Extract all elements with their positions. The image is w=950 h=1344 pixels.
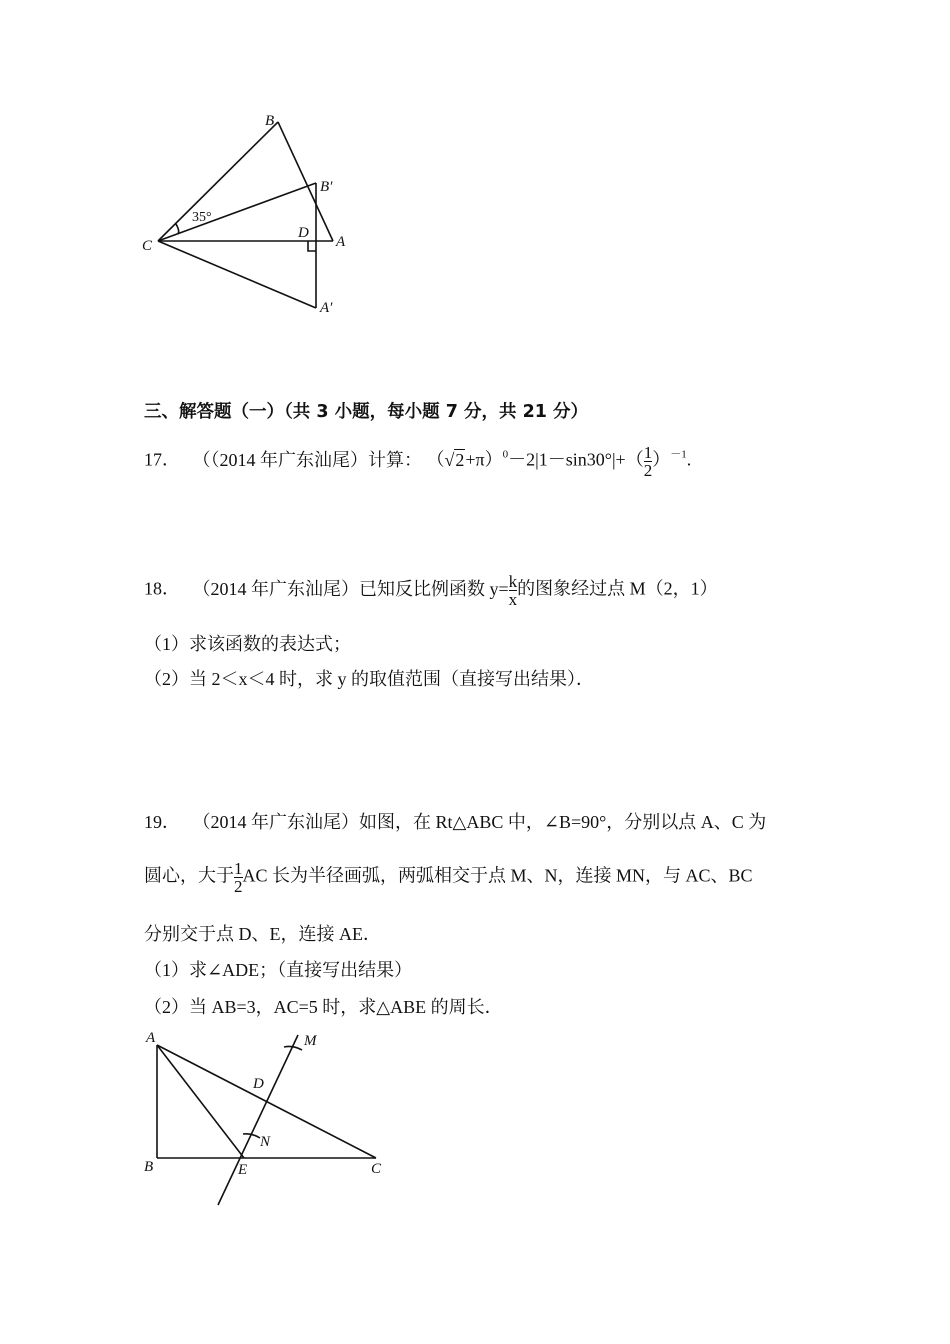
q19-line3: 分别交于点 D、E，连接 AE． bbox=[144, 924, 381, 944]
q19-line2-before: 圆心，大于 bbox=[144, 865, 234, 886]
q19-number: 19． bbox=[144, 812, 180, 832]
q17-fraction: $\frac{1}{2}$ bbox=[643, 443, 653, 480]
label-A: A bbox=[336, 234, 346, 250]
q17-exp0: 0 bbox=[502, 448, 509, 461]
q18-part2: （2）当 2＜x＜4 时，求 y 的取值范围（直接写出结果）． bbox=[144, 669, 594, 689]
label-B-prime: B′ bbox=[320, 179, 333, 195]
figure-perpendicular-bisector bbox=[138, 1025, 398, 1215]
q18-text-before: （2014 年广东汕尾）已知反比例函数 y= bbox=[192, 578, 509, 599]
arc-mark-N bbox=[243, 1134, 260, 1138]
angle-arc bbox=[176, 224, 179, 234]
label-B: B bbox=[144, 1159, 154, 1175]
q19-line2-after: AC 长为半径画弧，两弧相交于点 M、N，连接 MN，与 AC、BC bbox=[242, 865, 753, 886]
arc-mark-M bbox=[284, 1046, 302, 1050]
q19-part1: （1）求∠ADE；（直接写出结果） bbox=[144, 960, 413, 980]
label-C: C bbox=[371, 1161, 382, 1177]
q17-mid: －2|1－sin30°|+（ bbox=[508, 449, 644, 470]
q19-part2: （2）当 AB=3，AC=5 时，求△ABE 的周长． bbox=[144, 997, 503, 1017]
section-heading: 三、解答题（一）（共 3 小题，每小题 7 分，共 21 分） bbox=[144, 402, 589, 422]
label-C: C bbox=[142, 238, 153, 254]
segment-CA-prime bbox=[158, 241, 316, 308]
q18-part1: （1）求该函数的表达式； bbox=[144, 634, 351, 654]
right-angle-mark bbox=[308, 241, 316, 251]
q17-open: （ bbox=[426, 449, 445, 470]
label-D: D bbox=[253, 1076, 264, 1092]
label-A-prime: A′ bbox=[320, 300, 333, 316]
q17-exp-neg1: －1 bbox=[670, 448, 687, 461]
q17-close: ） bbox=[652, 449, 671, 470]
segment-CB bbox=[158, 122, 278, 241]
q18-number: 18． bbox=[144, 578, 180, 599]
label-B: B bbox=[265, 113, 275, 129]
q17-end: . bbox=[686, 449, 692, 470]
question-19 bbox=[144, 808, 766, 834]
q17-source: （（2014 年广东汕尾）计算： bbox=[192, 449, 422, 470]
segment-AE bbox=[157, 1045, 244, 1158]
question-17 bbox=[144, 444, 691, 479]
segment-CB-prime bbox=[158, 183, 316, 241]
q19-fraction: $\frac{1}{2}$ bbox=[234, 859, 243, 896]
q17-plus-pi: +π） bbox=[465, 449, 503, 470]
label-A: A bbox=[146, 1030, 156, 1046]
label-D: D bbox=[298, 225, 309, 241]
label-M: M bbox=[304, 1033, 317, 1049]
q18-text-after: 的图象经过点 M（2，1） bbox=[517, 578, 718, 599]
q17-number: 17． bbox=[144, 449, 180, 470]
q19-line2 bbox=[144, 860, 753, 895]
label-E: E bbox=[238, 1162, 248, 1178]
label-N: N bbox=[260, 1134, 271, 1150]
question-18 bbox=[144, 573, 718, 608]
figure-triangle-rotation bbox=[130, 105, 370, 330]
q18-fraction: $\frac{k}{x}$ bbox=[508, 572, 518, 609]
sqrt-symbol: √2 bbox=[444, 449, 465, 470]
line-MN bbox=[218, 1035, 298, 1205]
q19-line1: （2014 年广东汕尾）如图，在 Rt△ABC 中，∠B=90°，分别以点 A、C 为 bbox=[192, 812, 767, 832]
label-angle: 35° bbox=[192, 210, 212, 225]
